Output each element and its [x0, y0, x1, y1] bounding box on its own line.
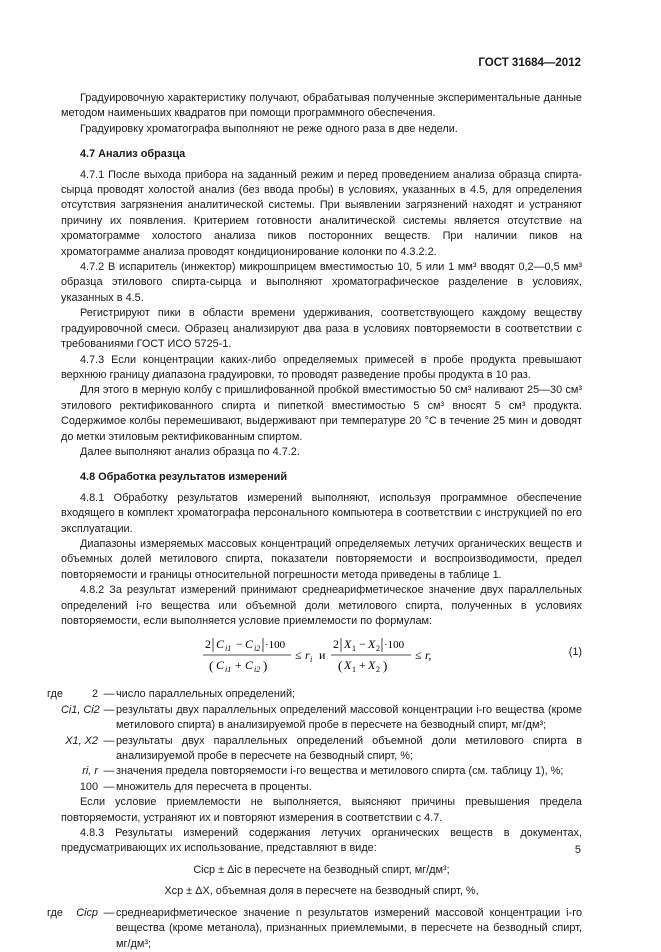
svg-text:): ) [383, 658, 388, 674]
svg-text:C: C [245, 658, 254, 673]
svg-text:·100: ·100 [384, 639, 405, 652]
standard-number: ГОСТ 31684—2012 [478, 57, 581, 69]
repeatability-formula [199, 633, 439, 679]
svg-text:i1: i1 [225, 644, 232, 654]
paragraph-4-8-2: 4.8.2 За результат измерений принимают среднеарифметическое значение двух параллельных определений i-го вещества или объемной доли метилового спирта, полученных в условиях повторяемости, если выполняется условие приемлемости по формулам: [61, 584, 582, 627]
definition-item: 2 — число параллельных определений; [91, 688, 296, 701]
svg-text:1: 1 [352, 644, 356, 654]
result-expression-volume: Xcp ± ΔX, объемная доля в пересчете на безводный спирт, %, [164, 885, 479, 898]
svg-text:C: C [216, 637, 225, 652]
definitions-label: где [47, 688, 63, 701]
svg-text:2: 2 [205, 637, 211, 652]
paragraph-4-7-3: 4.7.3 Если концентрации каких-либо определяемых примесей в пробе продукта превышают верхнюю границу диапазона градуировки, то проводят разведение пробы продукта в 10 раз. [61, 353, 582, 381]
definition-item-last: где Cicp — среднеарифметическое значение n результатов измерений массовой концентрации i-го вещества (кроме метанола), признанных приемлемыми, в пересчете на безводный спирт, мг/дм³; [47, 906, 582, 950]
svg-text:i: i [310, 655, 313, 665]
svg-text:2: 2 [333, 637, 339, 652]
definition-item: ri, r — значения предела повторяемости i-го вещества и метилового спирта (см. таблицу 1), %; [82, 765, 564, 778]
page-content [47, 91, 582, 952]
svg-text:C: C [216, 658, 225, 673]
svg-text:+: + [359, 658, 366, 673]
paragraph-4-7-2: 4.7.2 В испаритель (инжектор) микрошприцем вместимостью 10, 5 или 1 мм³ вводят 0,2—0,5 мм³ образца этилового спирта-сырца и выполняют хроматографическое разделение в условиях, указанных в 4.5. [61, 261, 582, 304]
svg-text:2: 2 [376, 644, 380, 654]
formula-1 [61, 633, 582, 679]
svg-text:≤: ≤ [415, 648, 422, 663]
svg-text:i2: i2 [254, 665, 261, 675]
formula-number: (1) [568, 646, 582, 659]
paragraph-4-8-3: 4.8.3 Результаты измерений содержания летучих органических веществ в документах, предусматривающих их использование, представляют в виде: [61, 827, 582, 855]
svg-text:≤: ≤ [295, 648, 302, 663]
svg-text:и: и [319, 648, 326, 663]
definitions-label: где [47, 906, 63, 919]
svg-text:·100: ·100 [265, 639, 286, 652]
svg-text:+: + [235, 658, 242, 673]
svg-text:r: r [305, 648, 310, 663]
svg-text:): ) [263, 658, 268, 674]
intro-paragraph-1: Градуировочную характеристику получают, обрабатывая полученные экспериментальные данные методом наименьших квадратов при помощи программного обеспечения. [61, 92, 582, 120]
svg-text:X: X [368, 637, 376, 652]
page-number: 5 [574, 844, 581, 856]
formula-definitions [47, 687, 582, 795]
paragraph-4-8-1: 4.8.1 Обработку результатов измерений выполняют, используя программное обеспечение входящего в комплект хроматографа персонального компьютера в соответствии с инструкцией по его эксплуатации. [61, 491, 582, 535]
section-4-8-title: 4.8 Обработка результатов измерений [80, 471, 288, 484]
svg-text:i2: i2 [254, 644, 261, 654]
paragraph-4-7-1: 4.7.1 После выхода прибора на заданный режим и перед проведением анализа образца спирта-сырца проводят холостой анализ (без ввода пробы) в условиях, указанных в 4.5, для определения отсутствия загрязнения аналитической системы. При выявлении загрязнений находят и устраняют причину их появления. Критерием готовности аналитической системы является отсутствие на хроматограмме холостого анализа пиков посторонних веществ. При наличии пиков на хроматограмме анализа проводят кондиционирование колонки по 4.3.2.2. [61, 168, 582, 258]
paragraph-4-8-2-cont: Если условие приемлемости не выполняется, выясняют причины превышения предела повторяемости, устраняют их и повторяют измерения в соответствии с 4.7. [61, 796, 582, 824]
svg-text:−: − [359, 637, 366, 652]
svg-text:(: ( [338, 658, 343, 674]
definition-item: X1, X2 — результаты двух параллельных определений объемной доли метилового спирта в анализируемой пробе в пересчете на безводный спирт, %; [65, 734, 582, 763]
svg-text:r,: r, [425, 648, 432, 663]
svg-text:X: X [368, 658, 376, 673]
section-4-7-title: 4.7 Анализ образца [80, 148, 186, 161]
paragraph-4-7-2-cont: Регистрируют пики в области времени удерживания, соответствующего каждому веществу градуировочной смеси. Образец анализируют два раза в условиях повторяемости в соответствии с требованиями ГОСТ ИСО 5725-1. [61, 307, 582, 351]
definition-item: Ci1, Ci2 — результаты двух параллельных определений массовой концентрации i-го вещества (кроме метилового спирта) в анализируемой пробе в пересчете на безводный спирт, мг/дм³; [61, 703, 582, 732]
svg-text:(: ( [209, 658, 214, 674]
svg-text:2: 2 [376, 665, 380, 675]
definition-item: 100 — множитель для пересчета в проценты. [79, 780, 312, 793]
svg-text:X: X [344, 637, 352, 652]
svg-text:i1: i1 [225, 665, 232, 675]
result-expression-mass: Cicp ± Δic в пересчете на безводный спирт, мг/дм³; [193, 863, 450, 876]
svg-text:C: C [245, 637, 254, 652]
svg-text:−: − [236, 637, 243, 652]
paragraph-4-7-3-end: Далее выполняют анализ образца по 4.7.2. [80, 445, 300, 458]
svg-text:1: 1 [352, 665, 356, 675]
intro-paragraph-2: Градуировку хроматографа выполняют не реже одного раза в две недели. [80, 122, 458, 135]
svg-text:X: X [344, 658, 352, 673]
paragraph-4-7-3-cont: Для этого в мерную колбу с пришлифованной пробкой вместимостью 50 см³ наливают 25—30 см³ этилового ректификованного спирта и пипеткой вместимостью 5 см³ вносят 5 см³ продукта. Содержимое колбы перемешивают, выдерживают при температуре 20 °С в течение 25 мин и доводят до метки этиловым ректификованным спиртом. [61, 384, 582, 443]
paragraph-4-8-1-cont: Диапазоны измеряемых массовых концентраций определяемых летучих органических веществ и объемных долей метилового спирта, показатели повторяемости и воспроизводимости, предел повторяемости и границы относительной погрешности метода приведены в таблице 1. [61, 537, 582, 581]
